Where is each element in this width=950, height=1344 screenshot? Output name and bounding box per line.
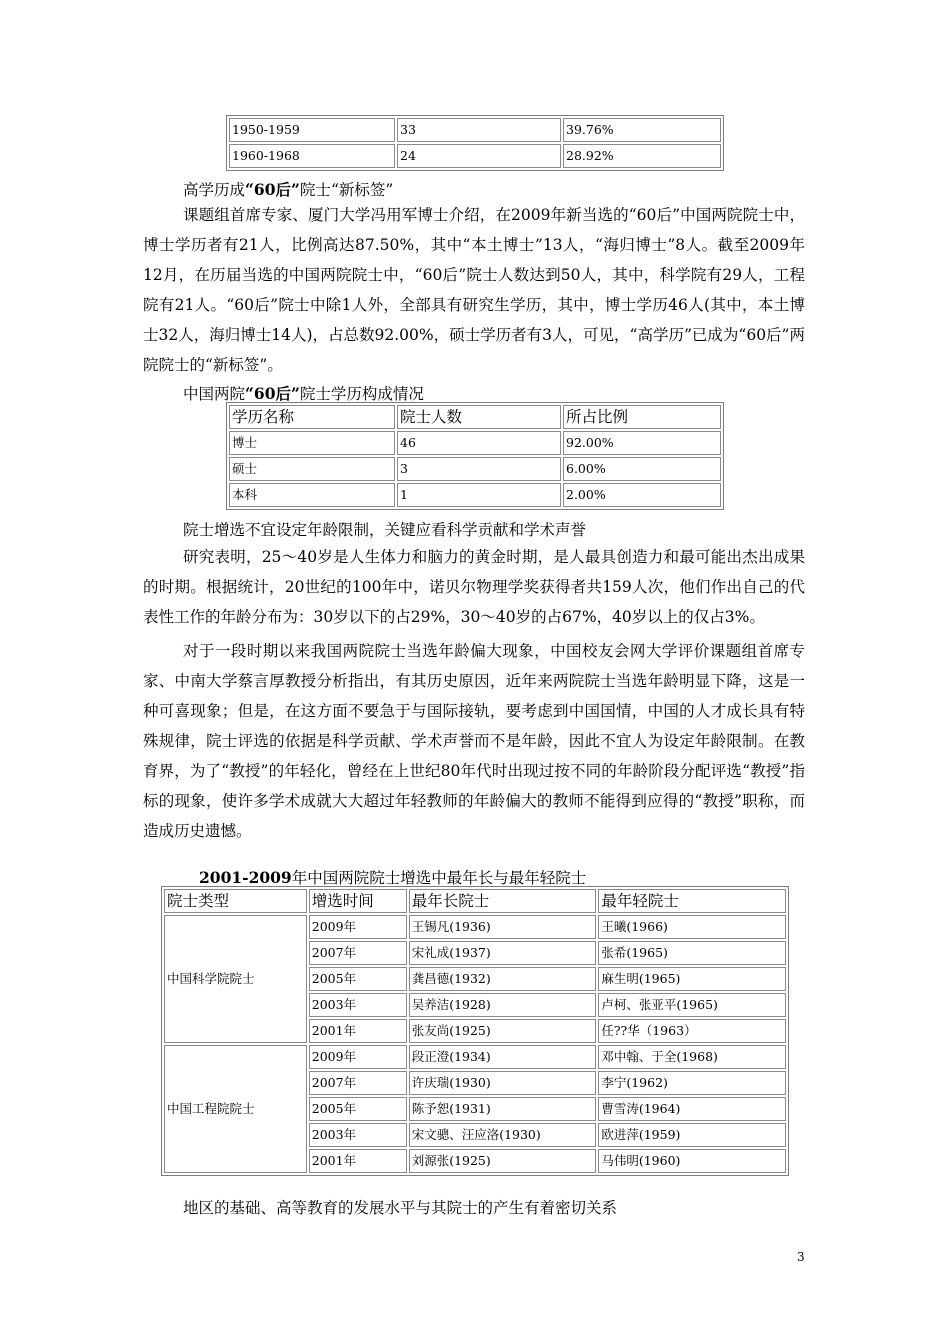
table-cell: 龚昌德(1932) xyxy=(409,967,597,991)
table-cell: 92.00% xyxy=(563,431,721,455)
heading-text: 院士 xyxy=(299,181,331,199)
table-row xyxy=(229,431,721,455)
section-heading-regional-education: 地区的基础、高等教育的发展水平与其院士的产生有着密切关系 xyxy=(183,1199,618,1217)
table-cell: 陈予恕(1931) xyxy=(409,1097,597,1121)
caption-bold-text: 2001-2009 xyxy=(199,868,292,887)
table-cell: 李宁(1962) xyxy=(598,1071,786,1095)
caption-bold-text: “60后” xyxy=(245,384,300,403)
table-cell: 任??华（1963） xyxy=(598,1019,786,1043)
table-cell: 邓中翰、于全(1968) xyxy=(598,1045,786,1069)
body-paragraph: 对于一段时期以来我国两院院士当选年龄偏大现象，中国校友会网大学评价课题组首席专家、中南大学蔡言厚教授分析指出，有其历史原因，近年来两院院士当选年龄明显下降，这是一种可喜现象；但是，在这方面不要急于与国际接轨，要考虑到中国国情，中国的人才成长具有特殊规律，院士评选的依据是科学贡献、学术声誉而不是年龄，因此不宜人为设定年龄限制。在教育界，为了“教授”的年轻化，曾经在上世纪80年代时出现过按不同的年龄阶段分配评选“教授”指标的现象，使许多学术成就大大超过年轻教师的年龄偏大的教师不能得到应得的“教授”职称，而造成历史遗憾。 xyxy=(143,642,805,840)
table-row xyxy=(164,915,786,939)
paragraph-container xyxy=(143,542,805,846)
heading-text: 高学历成 xyxy=(183,181,246,199)
caption-text: 年中国两院院士增选中最年长与最年轻院士 xyxy=(291,869,587,887)
table-cell: 2001年 xyxy=(309,1149,407,1173)
table-cell: 33 xyxy=(397,118,561,142)
table-cell: 王曦(1966) xyxy=(598,915,786,939)
column-header: 所占比例 xyxy=(563,405,721,429)
table-cell: 卢柯、张亚平(1965) xyxy=(598,993,786,1017)
table-cell: 46 xyxy=(397,431,561,455)
table-cell: 39.76% xyxy=(563,118,721,142)
table-cell: 2009年 xyxy=(309,1045,407,1069)
table-cell: 2005年 xyxy=(309,967,407,991)
table-cell: 马伟明(1960) xyxy=(598,1149,786,1173)
column-header: 院士类型 xyxy=(164,889,307,913)
table-row xyxy=(229,483,721,507)
section-heading-high-education xyxy=(183,178,393,202)
birth-decade-table xyxy=(226,115,724,171)
table-cell: 吴养洁(1928) xyxy=(409,993,597,1017)
table-cell: 2007年 xyxy=(309,1071,407,1095)
table-cell: 麻生明(1965) xyxy=(598,967,786,991)
table-cell: 本科 xyxy=(229,483,395,507)
table-cell: 28.92% xyxy=(563,144,721,168)
table-row xyxy=(229,144,721,168)
column-header: 增选时间 xyxy=(309,889,407,913)
table-row xyxy=(229,457,721,481)
body-paragraph: 研究表明，25～40岁是人生体力和脑力的黄金时期，是人最具创造力和最可能出杰出成果的时期。根据统计，20世纪的100年中，诺贝尔物理学奖获得者共159人次，他们作出自己的代表性工作的年龄分布为：30岁以下的占29%，30～40岁的占67%，40岁以上的仅占3%。 xyxy=(143,548,805,626)
caption-text: 中国两院 xyxy=(183,385,246,403)
column-header: 最年轻院士 xyxy=(598,889,786,913)
table-cell: 1 xyxy=(397,483,561,507)
table-header-row xyxy=(164,889,786,913)
table-cell: 宋文骢、汪应洛(1930) xyxy=(409,1123,597,1147)
table-cell: 2001年 xyxy=(309,1019,407,1043)
table-cell: 刘源张(1925) xyxy=(409,1149,597,1173)
oldest-youngest-academicians-table xyxy=(161,886,789,1176)
table-cell: 段正澄(1934) xyxy=(409,1045,597,1069)
table-header-row xyxy=(229,405,721,429)
paragraph-container xyxy=(143,200,805,380)
column-header: 院士人数 xyxy=(397,405,561,429)
table-cell: 硕士 xyxy=(229,457,395,481)
table-cell: 博士 xyxy=(229,431,395,455)
caption-text: 院士学历构成情况 xyxy=(299,385,424,403)
education-composition-table xyxy=(226,402,724,510)
section-heading-age-limit: 院士增选不宜设定年龄限制，关键应看科学贡献和学术声誉 xyxy=(183,521,587,539)
table-cell: 欧进萍(1959) xyxy=(598,1123,786,1147)
table-cell: 张希(1965) xyxy=(598,941,786,965)
table-row xyxy=(164,1045,786,1069)
table-cell: 2005年 xyxy=(309,1097,407,1121)
table-cell: 张友尚(1925) xyxy=(409,1019,597,1043)
table-cell: 曹雪涛(1964) xyxy=(598,1097,786,1121)
column-header: 最年长院士 xyxy=(409,889,597,913)
table-cell: 宋礼成(1937) xyxy=(409,941,597,965)
heading-text: “新标签” xyxy=(330,181,394,199)
column-header: 学历名称 xyxy=(229,405,395,429)
table-cell: 2003年 xyxy=(309,993,407,1017)
table-cell: 1950-1959 xyxy=(229,118,395,142)
table-cell: 6.00% xyxy=(563,457,721,481)
table-cell: 王锡凡(1936) xyxy=(409,915,597,939)
table-cell: 2003年 xyxy=(309,1123,407,1147)
table-cell: 2009年 xyxy=(309,915,407,939)
group-cell: 中国工程院院士 xyxy=(164,1045,307,1173)
table-cell: 3 xyxy=(397,457,561,481)
table-row xyxy=(229,118,721,142)
page-number: 3 xyxy=(797,1250,805,1264)
table-cell: 1960-1968 xyxy=(229,144,395,168)
table-cell: 2.00% xyxy=(563,483,721,507)
heading-bold-text: “60后” xyxy=(245,180,300,199)
body-paragraph: 课题组首席专家、厦门大学冯用军博士介绍，在2009年新当选的“60后”中国两院院士中，博士学历者有21人，比例高达87.50%，其中“本土博士”13人，“海归博士”8人。截至2009年12月，在历届当选的中国两院院士中，“60后”院士人数达到50人，其中，科学院有29人，工程院有21人。“60后”院士中除1人外，全部具有研究生学历，其中，博士学历46人(其中，本土博士32人，海归博士14人)，占总数92.00%，硕士学历者有3人，可见，“高学历”已成为“60后”两院院士的“新标签”。 xyxy=(143,206,805,374)
table-cell: 2007年 xyxy=(309,941,407,965)
table-cell: 许庆瑞(1930) xyxy=(409,1071,597,1095)
group-cell: 中国科学院院士 xyxy=(164,915,307,1043)
table-cell: 24 xyxy=(397,144,561,168)
